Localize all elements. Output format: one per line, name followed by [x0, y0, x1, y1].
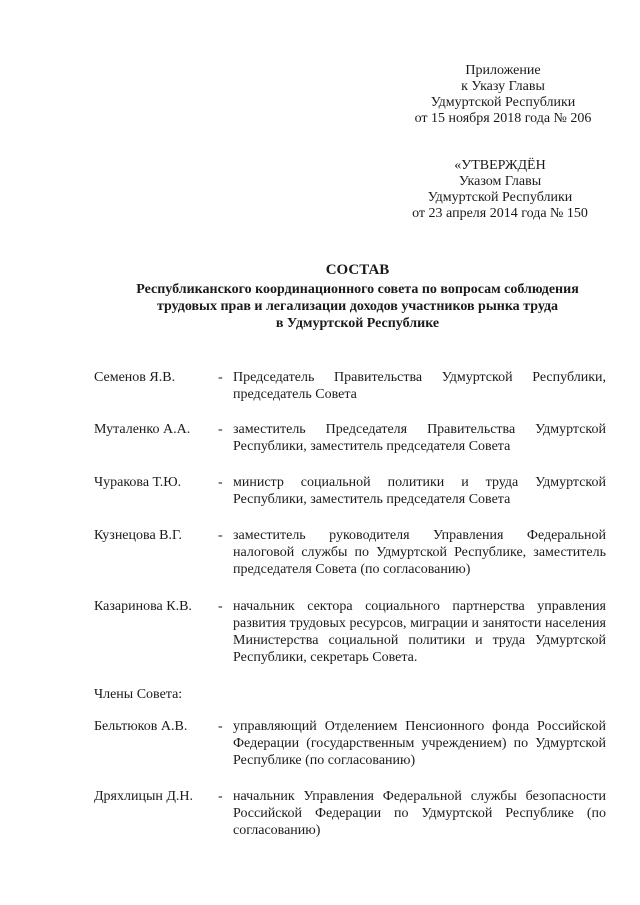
appendix-line-1: Приложение — [465, 63, 541, 78]
member-name: Казаринова К.В. — [94, 599, 192, 614]
member-dash: - — [218, 528, 223, 543]
member-dash: - — [218, 370, 223, 385]
appendix-line-3: Удмуртской Республики — [430, 95, 576, 110]
member-dash: - — [218, 475, 223, 490]
member-dash: - — [218, 719, 223, 734]
member-dash: - — [218, 599, 223, 614]
member-name: Семенов Я.В. — [94, 370, 176, 385]
member-dash: - — [218, 789, 223, 804]
approval-line-1: «УТВЕРЖДЁН — [454, 158, 546, 173]
title-line-2: трудовых прав и легализации доходов участников рынка труда — [156, 299, 559, 314]
member-name: Муталенко А.А. — [94, 422, 191, 437]
approval-header — [400, 158, 600, 222]
appendix-line-2: к Указу Главы — [461, 79, 545, 94]
member-name: Бельтюков А.В. — [94, 719, 188, 734]
member-position: Председатель Правительства Удмуртской Республики, председатель Совета — [233, 370, 606, 402]
member-name: Кузнецова В.Г. — [94, 528, 183, 543]
member-name: Дряхлицын Д.Н. — [94, 789, 194, 804]
member-position: начальник Управления Федеральной службы безопасности Российской Федерации по Удмуртской Республике (по согласованию) — [233, 789, 606, 838]
approval-line-2: Указом Главы — [458, 174, 542, 189]
appendix-header — [400, 63, 606, 127]
appendix-line-4: от 15 ноября 2018 года № 206 — [414, 111, 592, 126]
member-position: заместитель руководителя Управления Федеральной налоговой службы по Удмуртской Республике, заместитель председателя Совета (по согласованию) — [233, 528, 606, 577]
member-name: Чуракова Т.Ю. — [94, 475, 182, 490]
approval-line-3: Удмуртской Республики — [427, 190, 573, 205]
members-section-label: Члены Совета: — [94, 687, 183, 702]
title-main: СОСТАВ — [325, 262, 390, 278]
title-line-1: Республиканского координационного совета по вопросам соблюдения — [136, 282, 579, 297]
document-title — [100, 262, 615, 332]
approval-line-4: от 23 апреля 2014 года № 150 — [412, 206, 588, 221]
member-dash: - — [218, 422, 223, 437]
title-line-3: в Удмуртской Республике — [275, 316, 440, 331]
member-position: начальник сектора социального партнерства управления развития трудовых ресурсов, миграции и занятости населения Министерства социальной политики и труда Удмуртской Республики, секретарь Совета. — [233, 599, 606, 665]
member-position: заместитель Председателя Правительства Удмуртской Республики, заместитель председателя Совета — [233, 422, 606, 454]
member-position: министр социальной политики и труда Удмуртской Республики, заместитель председателя Совета — [233, 475, 606, 507]
member-position: управляющий Отделением Пенсионного фонда Российской Федерации (государственным учреждением) по Удмуртской Республике (по согласованию) — [233, 719, 606, 768]
